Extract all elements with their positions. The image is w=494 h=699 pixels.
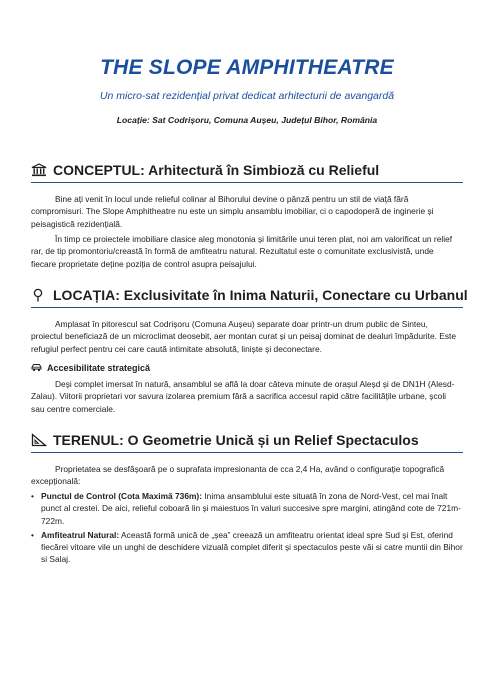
bullet-text: Inima ansamblului este situată în zona de Nord-Vest, cel mai înalt punct al crestei. De aici, relieful coboară lin și maiestuos în valuri succesive spre margini, atingând cote de 721m-722m. [41, 491, 461, 526]
location-heading [31, 287, 468, 308]
concept-paragraph-2: În timp ce proiectele imobiliare clasice aleg monotonia și limitările unui teren plat, noi am valorificat un relief rar, de tip promontoriu/creastă în formă de amfiteatru natural. Rezultatul este o comunitate exclusivistă, unde fiecare proprietate deține poziția de control asupra peisajului. [31, 234, 453, 269]
concept-heading [31, 162, 463, 183]
bullet-dot: • [31, 529, 34, 540]
location-paragraph: Amplasat în pitorescul sat Codrișoru (Comuna Aușeu) separate doar printr-un drum public de Sinteu, proiectul beneficiază de un microclimat deosebit, aer montan curat și un peisaj dominat de dealuri împădurite. Este refugiul perfect pentru cei care caută intimitate absolută, liniște și deconectare. [31, 319, 457, 354]
terrain-heading-text: TERENUL: O Geometrie Unică și un Relief Spectaculos [53, 432, 419, 448]
bullet-text: Această formă unică de „șea” creează un amfiteatru orientat ideal spre Sud și Est, oferind fiecărei vitoare vile un unghi de deschidere vizuală complet diferit și spectaculos peste văi si catre muntii din Bihor si Salaj. [41, 529, 463, 565]
bullet-title: Punctul de Control (Cota Maximă 736m): [41, 491, 203, 501]
list-item [31, 490, 463, 527]
accessibility-paragraph: Deși complet imersat în natură, ansamblul se află la doar câteva minute de orașul Aleșd și de DN1H (Alesd-Zalau). Viitorii proprietari vor savura izolarea premium fără a sacrifica accesul rapid către facilitățile urbane, școli sau centre comerciale. [31, 379, 455, 414]
accessibility-subheading-text: Accesibilitate strategică [47, 363, 151, 373]
car-icon [31, 363, 42, 372]
accessibility-subheading [31, 363, 150, 373]
terrain-bullet-list [31, 490, 463, 566]
document-subtitle: Un micro-sat rezidențial privat dedicat arhitecturii de avangardă [99, 90, 395, 102]
concept-paragraph-1: Bine ați venit în locul unde relieful colinar al Bihorului devine o pânză pentru un stil de viață fără compromisuri. The Slope Amphitheatre nu este un simplu ansamblu imobiliar, ci o capodoperă de inginerie și peisagistică rezidențială. [31, 194, 434, 229]
bullet-title: Amfiteatrul Natural: [41, 529, 120, 540]
triangle-ruler-icon [31, 433, 47, 447]
terrain-heading [31, 432, 463, 453]
terrain-paragraph: Proprietatea se desfășoară pe o suprafata impresionanta de cca 2,4 Ha, având o configurație topografică excepțională: [31, 464, 445, 487]
concept-heading-text: CONCEPTUL: Arhitectură în Simbioză cu Relieful [53, 162, 380, 178]
list-item [31, 529, 463, 566]
location-heading-text: LOCAȚIA: Exclusivitate în Inima Naturii, Conectare cu Urbanul [53, 287, 468, 303]
location-line: Locație: Sat Codrișoru, Comuna Aușeu, Județul Bihor, România [116, 115, 378, 125]
bullet-dot: • [31, 491, 34, 501]
document-title: THE SLOPE AMPHITHEATRE [100, 56, 394, 79]
bank-building-icon [31, 163, 47, 177]
map-pin-icon [31, 288, 47, 302]
